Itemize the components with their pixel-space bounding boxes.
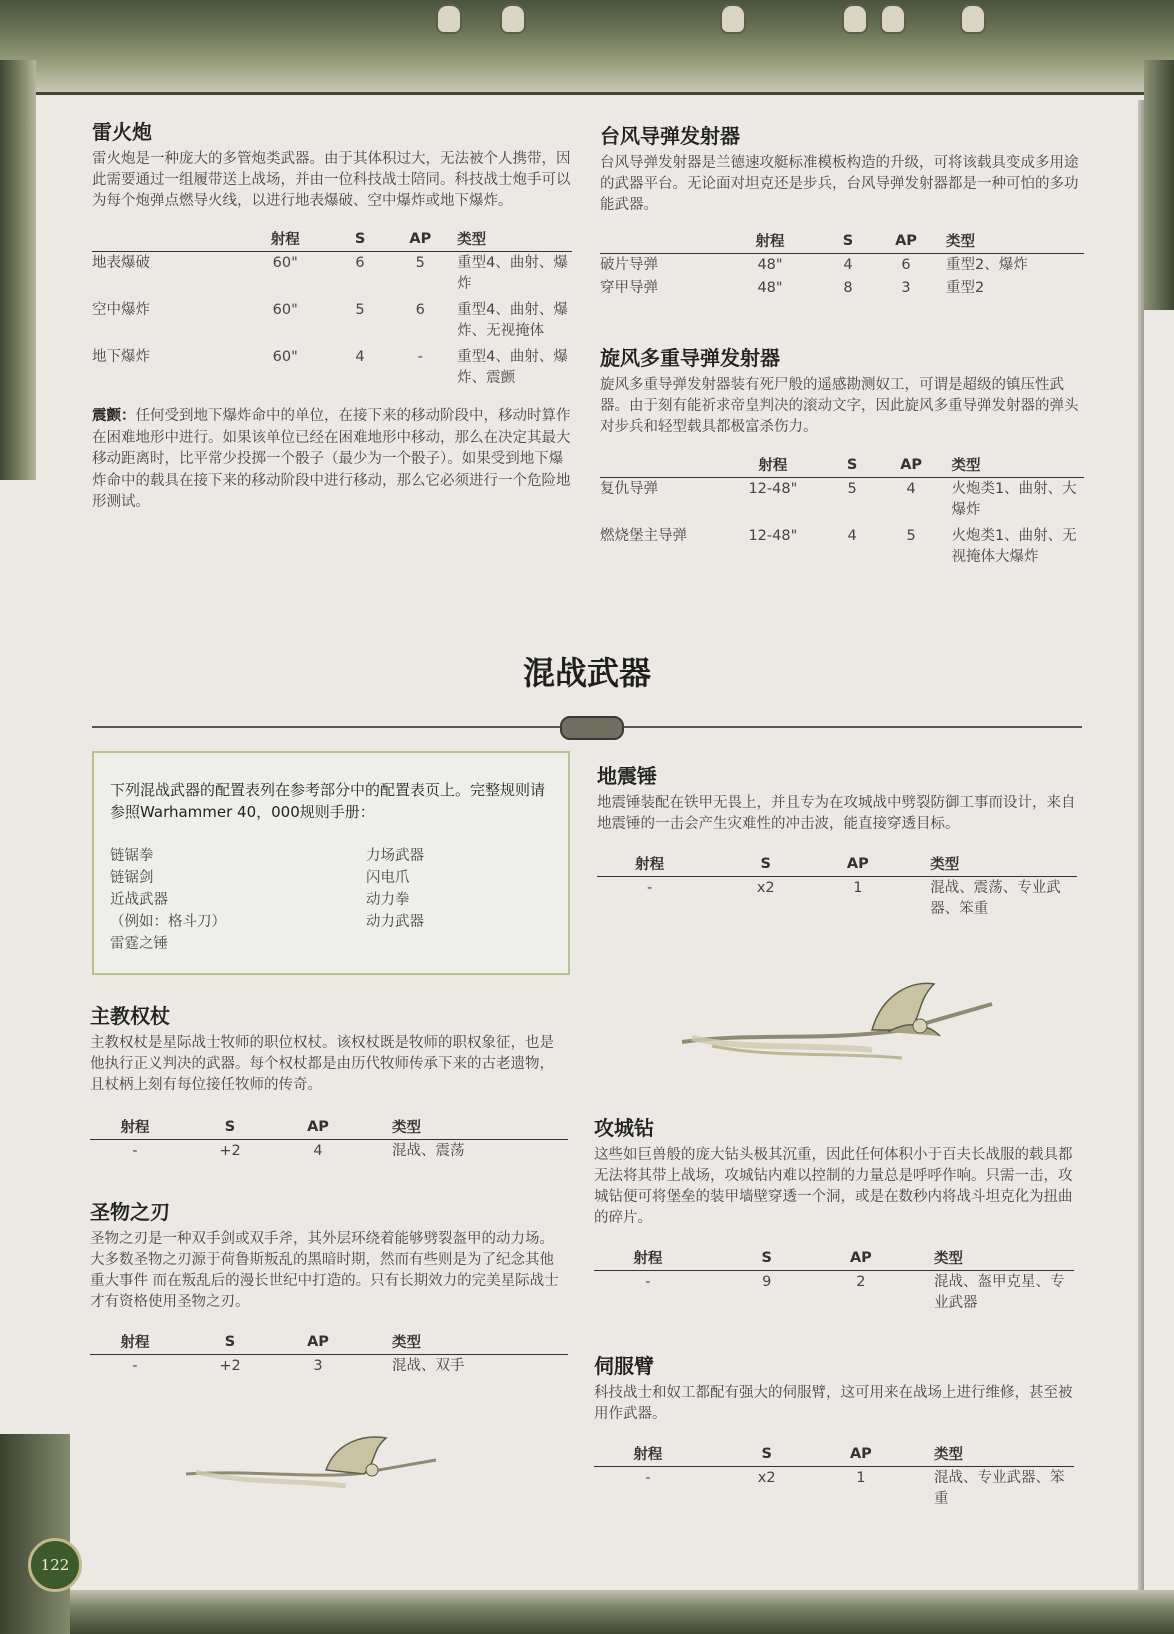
skull-icon	[500, 4, 526, 34]
table-row	[92, 343, 572, 390]
melee-list-left	[110, 845, 366, 955]
table-cell: +2	[219, 1143, 241, 1159]
table-header	[600, 228, 730, 254]
table-row	[600, 254, 1084, 278]
table-header: 类型	[886, 851, 1077, 877]
table-header: 类型	[443, 226, 572, 252]
list-item: 链锯拳	[110, 848, 154, 864]
list-item: 动力拳	[366, 892, 410, 908]
table-cell: x2	[757, 1470, 776, 1486]
table-cell: 重型4、曲射、爆炸	[457, 255, 568, 292]
skull-ornament-icon	[560, 716, 624, 740]
table-header: AP	[832, 1245, 890, 1271]
skull-icon	[880, 4, 906, 34]
section-description: 圣物之刃是一种双手剑或双手斧，其外层环绕着能够劈裂盔甲的动力场。大多数圣物之刃源于荷鲁斯叛乱的黑暗时期，然而有些则是为了纪念其他重大事件 而在叛乱后的漫长世纪中打造的。只有长期效力的完美星际战士才有资格使用圣物之刃。	[90, 1231, 559, 1310]
table-cell: 地下爆炸	[92, 349, 150, 365]
table-cell: 3	[313, 1358, 323, 1374]
melee-list-right	[366, 845, 622, 955]
table-cell: -	[132, 1358, 138, 1374]
weapon-profile-table	[597, 851, 1077, 921]
table-header: AP	[891, 452, 932, 478]
table-cell: 火炮类1、曲射、大爆炸	[951, 481, 1077, 518]
table-cell: 60"	[272, 349, 298, 365]
table-cell: +2	[219, 1358, 241, 1374]
table-cell: 混战、震荡、专业武器、笨重	[930, 880, 1061, 917]
table-cell: 4	[313, 1143, 323, 1159]
table-header: 射程	[732, 452, 813, 478]
winged-blade-illustration	[186, 1434, 446, 1514]
box-intro: 下列混战武器的配置表列在参考部分中的配置表页上。完整规则请参照Warhammer 40，000规则手册：	[110, 781, 546, 821]
table-cell: 重型4、曲射、爆炸、无视掩体	[457, 302, 568, 339]
table-cell: 60"	[272, 302, 298, 318]
table-cell: 12-48"	[748, 528, 798, 544]
table-cell: 8	[843, 280, 853, 296]
table-cell: 穿甲导弹	[600, 280, 658, 296]
section-description: 主教权杖是星际战士牧师的职位权杖。该权杖既是牧师的职权象征，也是他执行正义判决的武器。每个权杖都是由历代牧师传承下来的古老遗物，且杖柄上刻有每位接任牧师的传奇。	[90, 1035, 554, 1093]
table-header: AP	[832, 1441, 890, 1467]
table-header: 类型	[890, 1441, 1074, 1467]
table-header: AP	[280, 1114, 356, 1140]
table-row	[597, 877, 1077, 922]
section-heading: 台风导弹发射器	[600, 124, 740, 148]
table-header: 类型	[356, 1329, 568, 1355]
table-row	[90, 1140, 568, 1164]
table-header: AP	[886, 228, 926, 254]
table-header: S	[702, 1245, 832, 1271]
table-header: S	[180, 1114, 280, 1140]
table-cell: 破片导弹	[600, 257, 658, 273]
table-header: AP	[829, 851, 886, 877]
table-cell: 12-48"	[748, 481, 798, 497]
table-cell: -	[645, 1274, 651, 1290]
section-heading: 雷火炮	[92, 120, 152, 144]
crozius-section	[90, 1000, 568, 1163]
weapon-profile-table	[594, 1245, 1074, 1315]
weapon-profile-table	[600, 452, 1084, 569]
table-cell: 6	[355, 255, 365, 271]
skull-icon	[720, 4, 746, 34]
table-header: 射程	[730, 228, 810, 254]
section-heading: 旋风多重导弹发射器	[600, 346, 780, 370]
tremor-rule-note	[92, 406, 572, 514]
table-cell: 6	[415, 302, 425, 318]
skull-icon	[842, 4, 868, 34]
table-header: 射程	[597, 851, 702, 877]
table-cell: 3	[901, 280, 911, 296]
section-description: 雷火炮是一种庞大的多管炮类武器。由于其体积过大，无法被个人携带，因此需要通过一组履带送上战场，并由一位科技战士陪同。科技战士炮手可以为每个炮弹点燃导火线，以进行地表爆破、空中爆炸或地下爆炸。	[92, 151, 571, 209]
table-header: 射程	[90, 1329, 180, 1355]
table-cell: 复仇导弹	[600, 481, 658, 497]
list-item: 雷霆之锤	[110, 936, 168, 952]
table-cell: -	[646, 880, 653, 896]
table-header: 射程	[594, 1245, 702, 1271]
table-header: S	[810, 228, 886, 254]
table-row	[600, 522, 1084, 569]
table-cell: 48"	[757, 257, 783, 273]
section-heading: 伺服臂	[594, 1354, 654, 1378]
relic-blade-section	[90, 1196, 568, 1378]
table-cell: 地表爆破	[92, 255, 150, 271]
weapon-profile-table	[600, 228, 1084, 300]
siege-drill-section	[594, 1112, 1078, 1315]
table-header: 类型	[356, 1114, 568, 1140]
table-row	[600, 277, 1084, 300]
table-cell: 混战、双手	[392, 1358, 465, 1374]
table-cell: 混战、震荡	[392, 1143, 465, 1159]
page-edge-shadow	[1138, 100, 1144, 1600]
page-number-badge: 122	[28, 1538, 82, 1592]
left-pillar-decoration	[0, 60, 36, 480]
table-cell: 混战、专业武器、笨重	[934, 1470, 1065, 1507]
table-cell: 混战、盔甲克星、专业武器	[934, 1274, 1065, 1311]
typhoon-section	[600, 120, 1084, 300]
table-header: AP	[397, 226, 443, 252]
table-header	[92, 226, 248, 252]
table-cell: 4	[847, 528, 857, 544]
table-header: AP	[280, 1329, 356, 1355]
ornate-footer-frame	[0, 1590, 1174, 1634]
right-pillar-decoration	[1144, 60, 1174, 310]
table-cell: 重型4、曲射、爆炸、震颤	[457, 349, 568, 386]
table-cell: 6	[901, 257, 911, 273]
list-item: 闪电爪	[366, 870, 410, 886]
table-cell: 4	[843, 257, 853, 273]
winged-staff-illustration	[672, 980, 1032, 1080]
table-row	[92, 252, 572, 297]
section-heading: 攻城钻	[594, 1116, 654, 1140]
servo-arm-section	[594, 1350, 1078, 1511]
table-row	[92, 296, 572, 343]
table-cell: 空中爆炸	[92, 302, 150, 318]
section-heading: 地震锤	[597, 764, 657, 788]
melee-section-title: 混战武器	[522, 654, 651, 692]
ornate-header-frame	[0, 0, 1174, 95]
table-header: 射程	[594, 1441, 702, 1467]
table-cell: 重型2、爆炸	[946, 257, 1028, 273]
whirlwind-section	[600, 342, 1084, 569]
table-header: S	[702, 1441, 832, 1467]
list-item: 力场武器	[366, 848, 424, 864]
note-label: 震颤：	[92, 408, 136, 424]
skull-icon	[960, 4, 986, 34]
table-header	[600, 452, 732, 478]
table-header: 射程	[90, 1114, 180, 1140]
thunderfire-section	[92, 116, 572, 514]
table-header: S	[702, 851, 829, 877]
table-header: S	[323, 226, 398, 252]
table-cell: x2	[756, 880, 775, 896]
table-cell: 48"	[757, 280, 783, 296]
table-cell: 2	[856, 1274, 866, 1290]
list-item: （例如：格斗刀）	[110, 914, 226, 930]
weapon-profile-table	[594, 1441, 1074, 1511]
table-row	[594, 1271, 1074, 1316]
section-description: 科技战士和奴工都配有强大的伺服臂，这可用来在战场上进行维修，甚至被用作武器。	[594, 1385, 1073, 1422]
section-heading: 主教权杖	[90, 1004, 170, 1028]
table-cell: 5	[415, 255, 425, 271]
weapon-profile-table	[90, 1329, 568, 1378]
table-row	[600, 478, 1084, 523]
section-heading: 圣物之刃	[90, 1200, 170, 1224]
table-cell: 4	[906, 481, 916, 497]
table-cell: 5	[847, 481, 857, 497]
section-description: 这些如巨兽般的庞大钻头极其沉重，因此任何体积小于百夫长战服的载具都无法将其带上战场，攻城钻内难以控制的力量总是呼呼作响。只需一击，攻城钻便可将堡垒的装甲墙壁穿透一个洞，或是在数秒内将战斗坦克化为扭曲的碎片。	[594, 1147, 1073, 1226]
melee-reference-box	[92, 751, 570, 975]
table-cell: -	[132, 1143, 138, 1159]
table-header: 射程	[248, 226, 323, 252]
table-cell: 5	[355, 302, 365, 318]
table-cell: 火炮类1、曲射、无视掩体大爆炸	[951, 528, 1077, 565]
list-item: 近战武器	[110, 892, 168, 908]
table-cell: -	[417, 349, 423, 365]
table-cell: 1	[853, 880, 863, 896]
table-header: 类型	[926, 228, 1084, 254]
melee-weapon-lists	[110, 845, 552, 955]
table-header: S	[180, 1329, 280, 1355]
list-item: 链锯剑	[110, 870, 154, 886]
skull-icon	[436, 4, 462, 34]
table-cell: 重型2	[946, 280, 985, 296]
table-cell: 燃烧堡主导弹	[600, 528, 687, 544]
table-row	[90, 1355, 568, 1379]
table-row	[594, 1467, 1074, 1512]
table-cell: 4	[355, 349, 365, 365]
table-cell: 60"	[272, 255, 298, 271]
list-item: 动力武器	[366, 914, 424, 930]
table-header: S	[814, 452, 891, 478]
weapon-profile-table	[90, 1114, 568, 1163]
table-cell: 9	[762, 1274, 772, 1290]
note-text: 任何受到地下爆炸命中的单位，在接下来的移动阶段中，移动时算作在困难地形中进行。如果该单位已经在困难地形中移动，那么在决定其最大移动距离时，比平常少投掷一个骰子（最少为一个骰子）。如果受到地下爆炸命中的载具在接下来的移动阶段中进行移动，那么它必须进行一个危险地形测试。	[92, 408, 571, 510]
bottom-left-pillar-decoration	[0, 1434, 70, 1634]
table-cell: -	[645, 1470, 651, 1486]
section-description: 地震锤装配在铁甲无畏上，并且专为在攻城战中劈裂防御工事而设计，来自地震锤的一击会产生灾难性的冲击波，能直接穿透目标。	[597, 795, 1076, 832]
weapon-profile-table	[92, 226, 572, 390]
section-description: 旋风多重导弹发射器装有死尸般的遥感勘测奴工，可谓是超级的镇压性武器。由于刻有能祈求帝皇判决的滚动文字，因此旋风多重导弹发射器的弹头对步兵和轻型载具都极富杀伤力。	[600, 377, 1079, 435]
table-header: 类型	[931, 452, 1084, 478]
seismic-hammer-section	[597, 760, 1077, 921]
table-cell: 1	[856, 1470, 866, 1486]
table-cell: 5	[906, 528, 916, 544]
section-description: 台风导弹发射器是兰德速攻艇标准模板构造的升级，可将该载具变成多用途的武器平台。无论面对坦克还是步兵，台风导弹发射器都是一种可怕的多功能武器。	[600, 155, 1079, 213]
table-header: 类型	[890, 1245, 1074, 1271]
